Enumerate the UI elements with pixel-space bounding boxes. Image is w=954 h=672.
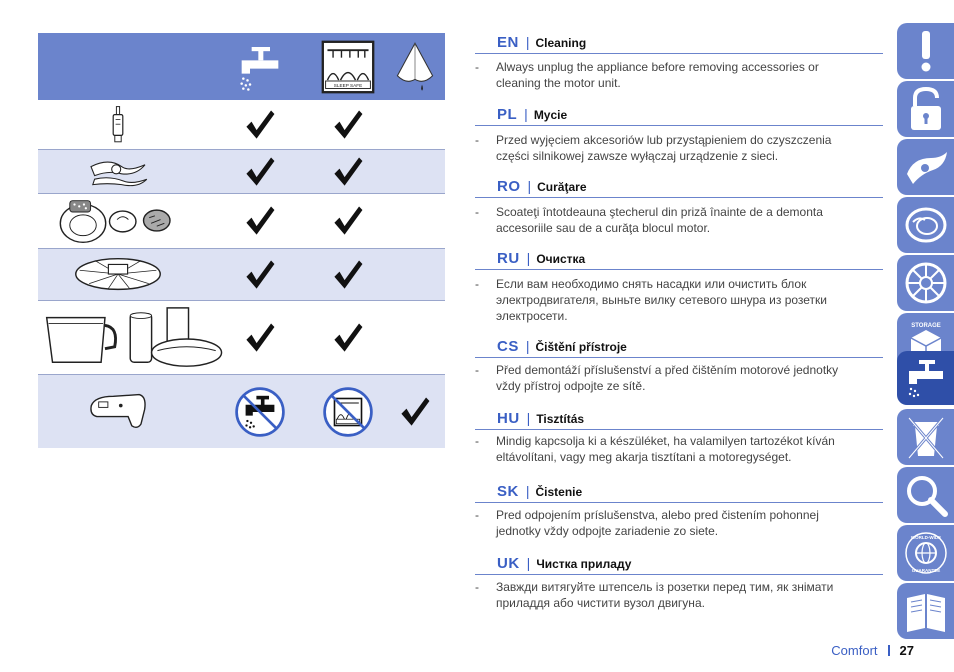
svg-text:WORLD-WIDE: WORLD-WIDE	[910, 535, 941, 540]
bullet-dash: -	[475, 133, 479, 147]
recycle-bin-icon	[903, 414, 949, 460]
bullet-dash: -	[475, 580, 479, 594]
section-rule	[475, 269, 883, 270]
heading-separator: |	[527, 178, 532, 194]
section-title: Curăţare	[537, 180, 587, 194]
section-rule	[475, 429, 883, 430]
splash-guard-icon	[903, 260, 949, 306]
tap-icon	[903, 355, 949, 401]
heading-separator: |	[524, 106, 528, 122]
disc-icon	[903, 202, 949, 248]
tap-check-icon	[216, 100, 304, 149]
storage-label: STORAGE	[910, 323, 941, 329]
magnifier-icon	[903, 472, 949, 518]
language-code: PL	[497, 106, 518, 123]
tab-blade[interactable]	[897, 139, 954, 195]
section-text: Przed wyjęciem akcesoriów lub przystąpieniem do czyszczenia części silnikowej zawsze wyłączaj urządzenie z sieci.	[496, 133, 832, 163]
section-heading	[497, 483, 582, 500]
section-rule	[475, 197, 883, 198]
section-text: Mindig kapcsolja ki a készüléket, ha valamilyen tartozékot kíván eltávolítani, vagy meg akarja tisztítani a motoregységet.	[496, 434, 835, 464]
section-body	[475, 362, 883, 394]
section-text: Před demontáží příslušenství a před čištěním motorové jednotky vždy přístroj odpojte ze sítě.	[496, 363, 839, 393]
tap-check-icon	[216, 194, 304, 248]
dishwasher-check-icon	[301, 249, 395, 300]
knife-blade-icon	[38, 150, 198, 193]
tab-warning[interactable]	[897, 23, 954, 79]
manual-book-icon	[903, 588, 949, 634]
table-row	[38, 375, 445, 448]
footer-separator	[888, 645, 890, 656]
tap-check-icon	[216, 150, 304, 193]
section-heading	[497, 555, 631, 572]
table-row	[38, 150, 445, 194]
motor-unit-icon	[38, 375, 198, 448]
language-code: HU	[497, 410, 520, 427]
warning-icon	[903, 28, 949, 74]
section-title: Tisztítás	[536, 412, 585, 426]
tab-disc[interactable]	[897, 197, 954, 253]
blade-shaft-icon	[38, 100, 198, 149]
section-title: Mycie	[533, 108, 568, 122]
bullet-dash: -	[475, 205, 479, 219]
language-code: UK	[497, 555, 520, 572]
bullet-dash: -	[475, 60, 479, 74]
tab-troubleshooting[interactable]	[897, 467, 954, 523]
section-heading	[497, 178, 587, 195]
tab-manual[interactable]	[897, 583, 954, 639]
dishwasher-icon	[301, 33, 395, 100]
heading-separator: |	[525, 34, 530, 50]
svg-text:GUARANTEE: GUARANTEE	[911, 568, 940, 573]
section-body	[475, 433, 883, 465]
section-heading	[497, 106, 567, 123]
table-header-row	[38, 33, 445, 100]
section-title: Чистка приладу	[536, 557, 632, 571]
section-text: Если вам необходимо снять насадки или очистить блок электродвигателя, выньте вилку сетевого шнура из розетки электросети.	[496, 277, 828, 323]
language-code: SK	[497, 483, 519, 500]
section-rule	[475, 502, 883, 503]
section-title: Čištění přístroje	[535, 340, 627, 354]
section-body	[475, 59, 883, 91]
section-rule	[475, 574, 883, 575]
section-body	[475, 579, 883, 611]
heading-separator: |	[525, 338, 530, 354]
no-dishwasher-icon	[301, 375, 395, 448]
dishwasher-check-icon	[301, 301, 395, 374]
bowl-pusher-lid-icon	[38, 301, 238, 374]
heading-separator: |	[526, 555, 531, 571]
section-text: Scoateţi întotdeauna ştecherul din priză înainte de a demonta accesoriile sau de a curăţa blocul motor.	[496, 205, 823, 235]
dishwasher-check-icon	[301, 100, 395, 149]
table-row	[38, 301, 445, 375]
section-body	[475, 132, 883, 164]
blade-icon	[903, 144, 949, 190]
tab-cleaning[interactable]	[897, 351, 954, 405]
language-code: RU	[497, 250, 520, 267]
dishwasher-check-icon	[301, 194, 395, 248]
tab-safety[interactable]	[897, 81, 954, 137]
page-footer	[831, 643, 914, 658]
heading-separator: |	[525, 483, 530, 499]
section-text: Завжди витягуйте штепсель із розетки перед тим, як знімати приладдя або чистити вузол двигуна.	[496, 580, 834, 610]
section-text: Always unplug the appliance before removing accessories or cleaning the motor unit.	[496, 60, 819, 90]
section-title: Очистка	[536, 252, 586, 266]
heading-separator: |	[526, 410, 531, 426]
section-body	[475, 507, 883, 539]
bullet-dash: -	[475, 434, 479, 448]
heading-separator: |	[526, 250, 531, 266]
table-row	[38, 100, 445, 150]
tap-water-icon	[216, 33, 304, 100]
cloth-check-icon	[385, 375, 445, 448]
section-rule	[475, 357, 883, 358]
tab-environment[interactable]	[897, 409, 954, 465]
section-rule	[475, 53, 883, 54]
section-title: Čistenie	[535, 485, 583, 499]
section-body	[475, 204, 883, 236]
language-code: EN	[497, 34, 519, 51]
splash-guard-icon	[38, 249, 198, 300]
section-text: Pred odpojením príslušenstva, alebo pred čistením pohonnej jednotky vždy odpojte zariadenie zo siete.	[496, 508, 819, 538]
section-title: Cleaning	[535, 36, 587, 50]
tab-splash-guard[interactable]	[897, 255, 954, 311]
guarantee-globe-icon	[903, 530, 949, 576]
no-water-icon	[216, 375, 304, 448]
tap-check-icon	[216, 301, 304, 374]
tap-check-icon	[216, 249, 304, 300]
table-row	[38, 194, 445, 249]
padlock-icon	[903, 86, 949, 132]
bullet-dash: -	[475, 363, 479, 377]
discs-icon	[38, 194, 198, 248]
dishwasher-label: SLEEP SAFE	[333, 82, 363, 88]
bullet-dash: -	[475, 277, 479, 291]
section-rule	[475, 125, 883, 126]
bullet-dash: -	[475, 508, 479, 522]
dishwasher-check-icon	[301, 150, 395, 193]
footer-label: Comfort	[831, 643, 878, 658]
section-heading	[497, 410, 584, 427]
section-heading	[497, 34, 586, 51]
cloth-wipe-icon	[385, 33, 445, 100]
section-heading	[497, 250, 585, 267]
section-body	[475, 276, 883, 324]
table-row	[38, 249, 445, 301]
section-heading	[497, 338, 627, 355]
cleaning-table	[38, 33, 445, 448]
tab-guarantee[interactable]	[897, 525, 954, 581]
language-code: RO	[497, 178, 521, 195]
language-code: CS	[497, 338, 519, 355]
page-number: 27	[899, 643, 914, 658]
